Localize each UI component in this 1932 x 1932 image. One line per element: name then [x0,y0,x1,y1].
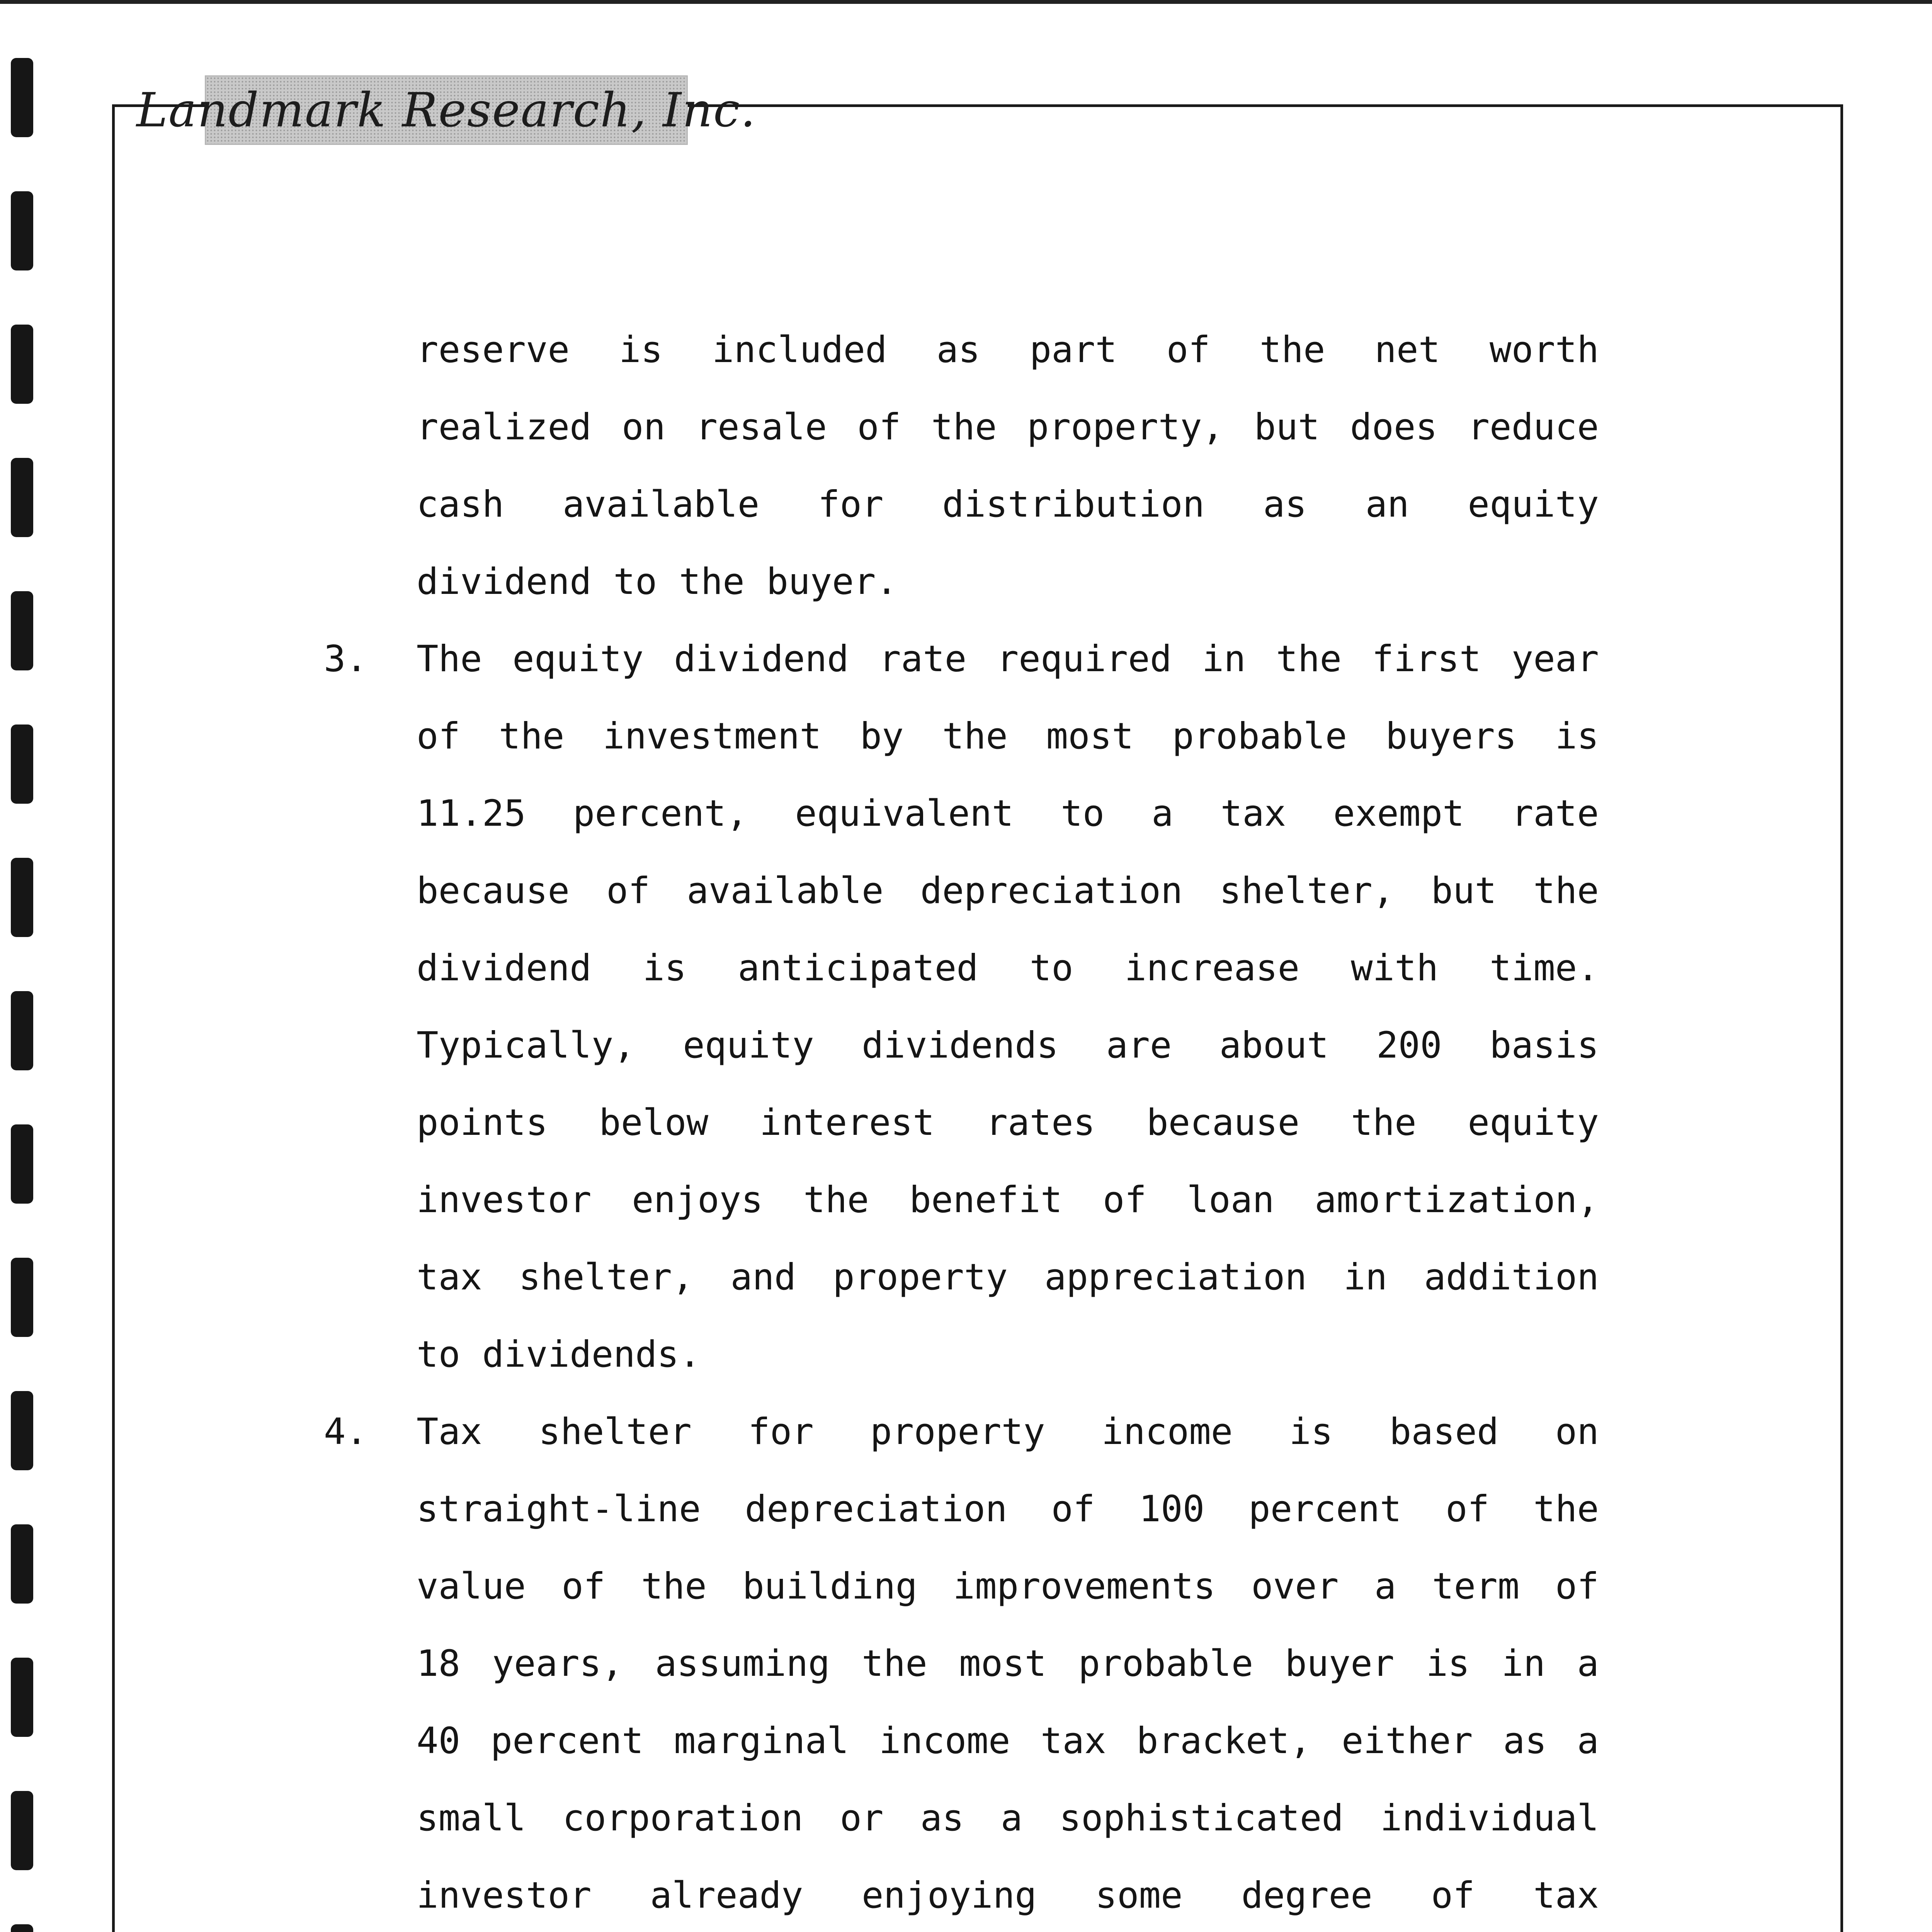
text-line: reserve is included as part of the net worth [417,329,1599,371]
binding-hole [11,1791,33,1870]
binding-hole [11,1658,33,1737]
binding-hole [11,58,33,137]
text-line: tax shelter, and property appreciation in addition [417,1256,1599,1298]
binding-hole [11,591,33,670]
text-line: straight-line depreciation of 100 percent of the [417,1488,1599,1530]
letterhead-logo [136,75,757,145]
text-line: to dividends. [417,1333,701,1376]
binding-hole [11,1524,33,1604]
text-line: of the investment by the most probable buyers is [417,715,1599,757]
company-name: Landmark Research, Inc. [136,83,757,138]
text-line: 18 years, assuming the most probable buyer is in a [417,1643,1599,1685]
item-number: 3. [324,638,368,680]
binding-hole [11,191,33,270]
binding-hole [11,858,33,937]
text-line: dividend is anticipated to increase with time. [417,947,1599,989]
binding-hole [11,1391,33,1470]
text-line: points below interest rates because the equity [417,1102,1599,1144]
scan-edge [0,0,1932,4]
text-line: value of the building improvements over a term of [417,1565,1599,1607]
binding-hole [11,325,33,404]
text-line: because of available depreciation shelter, but the [417,870,1599,912]
text-line: investor already enjoying some degree of tax [417,1874,1599,1917]
binding-hole [11,1124,33,1204]
binding-hole [11,724,33,804]
text-line: 11.25 percent, equivalent to a tax exempt rate [417,793,1599,835]
binding-holes [11,58,38,1932]
text-line: investor enjoys the benefit of loan amortization, [417,1179,1599,1221]
text-line: 40 percent marginal income tax bracket, either as a [417,1720,1599,1762]
text-line: Typically, equity dividends are about 200 basis [417,1024,1599,1066]
binding-hole [11,1258,33,1337]
binding-hole [11,458,33,537]
text-line: Tax shelter for property income is based on [417,1411,1599,1453]
binding-hole [11,991,33,1070]
text-line: realized on resale of the property, but does reduce [417,406,1599,448]
binding-hole [11,1924,33,1932]
text-line: cash available for distribution as an equity [417,483,1599,526]
text-line: dividend to the buyer. [417,561,898,603]
text-line: The equity dividend rate required in the first year [417,638,1599,680]
text-line: small corporation or as a sophisticated individual [417,1797,1599,1839]
item-number: 4. [324,1411,368,1453]
